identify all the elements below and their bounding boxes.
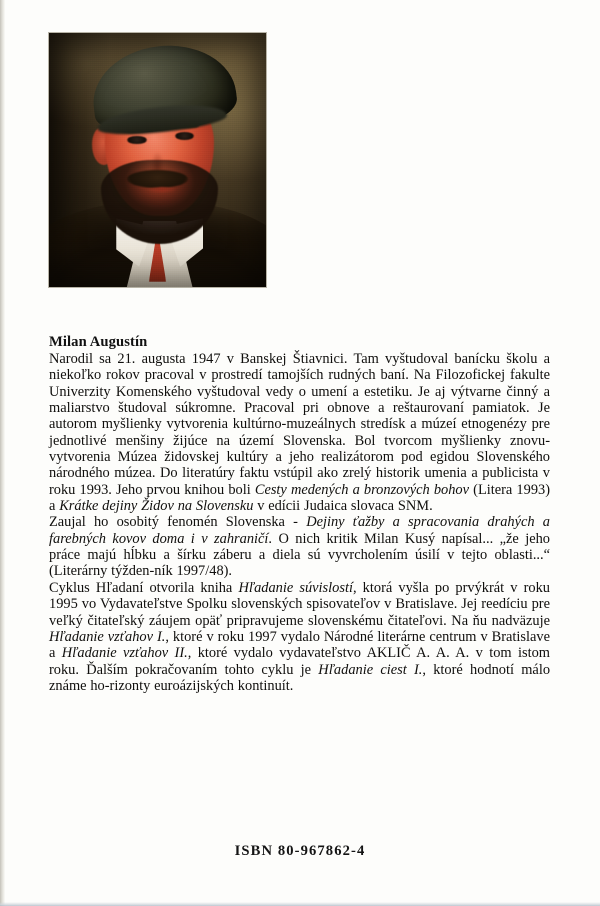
biography-text-run: , ktoré hodnotí málo známe ho-rizonty euroázijských kontinuít. xyxy=(49,661,551,694)
author-portrait-photo xyxy=(49,33,266,287)
biography-text-run: , ktorá vyšla po prvýkrát v roku 1995 vo Vydavateľstve Spolku slovenských spisovateľov v Bratislave. Jej reedíciu pre veľký čitateľský záujem opäť pripravujeme slovenskému čitateľovi. Na ňu nadväzuje xyxy=(49,579,550,629)
book-title-italic: Dejiny ťažby a spracovania drahých a farebných kovov doma i v zahraničí xyxy=(49,514,551,547)
isbn-label: ISBN 80-967862-4 xyxy=(234,843,366,859)
biography-text-block xyxy=(49,334,550,694)
book-title-italic: Hľadanie ciest I. xyxy=(318,661,423,678)
book-title-italic: Hľadanie vzťahov II. xyxy=(61,645,188,662)
biography-text-run: , ktoré v roku 1997 vydalo Národné literárne centrum v Bratislave a xyxy=(49,628,550,662)
biography-paragraph xyxy=(49,514,550,579)
book-title-italic: Hľadanie vzťahov I. xyxy=(49,628,166,645)
biography-paragraph xyxy=(49,351,550,514)
scan-edge-left xyxy=(0,0,5,906)
biography-paragraph xyxy=(49,580,550,694)
book-title-italic: Hľadanie súvislostí xyxy=(238,579,353,596)
book-title-italic: Krátke dejiny Židov na Slovensku xyxy=(59,498,254,515)
biography-text-run: . O nich kritik Milan Kusý napísal... „že jeho práce majú hĺbku a šírku záberu a diela sú vyvrcholením úsilí v tejto oblasti...“ (Literárny týžden-ník 1997/48). xyxy=(49,530,551,580)
book-title-italic: Cesty medených a bronzových bohov xyxy=(254,481,470,498)
biography-text-run: v edícii Judaica slovaca SNM. xyxy=(253,498,433,515)
biography-text-run: Narodil sa 21. augusta 1947 v Banskej Štiavnici. Tam vyštudoval banícku školu a niekoľko rokov pracoval v prostredí tamojších rudných baní. Na Filozofickej fakulte Univerzity Komenského vyštudoval vedy o umení a estetiku. Je aj výtvarne činný a maliarstvo študoval súkromne. Pracoval pri obnove a reštaurovaní pamiatok. Je autorom myšlienky vytvorenia kultúrno-muzeálnych stredísk a múzeí etnogenézy pre jednotlivé menšiny žijúce na území Slovenska. Bol tvorcom myšlienky znovu-vytvorenia Múzea židovskej kultúry a jeho realizátorom pod egidou Slovenského národného múzea. Do literatúry faktu vstúpil ako zrelý historik umenia a publicista v roku 1993. Jeho prvou knihou boli xyxy=(49,351,550,498)
biography-paragraphs xyxy=(49,351,550,694)
biography-text-run: (Litera 1993) a xyxy=(49,481,551,515)
biography-text-run: Cyklus Hľadaní otvorila kniha xyxy=(49,579,239,596)
biography-text-run: Zaujal ho osobitý fenomén Slovenska - xyxy=(49,514,307,531)
author-name-heading: Milan Augustín xyxy=(49,334,148,350)
photo-vignette xyxy=(49,33,266,287)
biography-text-run: , ktoré vydalo vydavateľstvo AKLIČ A. A. A. v tom istom roku. Ďalším pokračovaním tohto cyklu je xyxy=(49,645,550,678)
scan-edge-bottom xyxy=(0,902,600,906)
